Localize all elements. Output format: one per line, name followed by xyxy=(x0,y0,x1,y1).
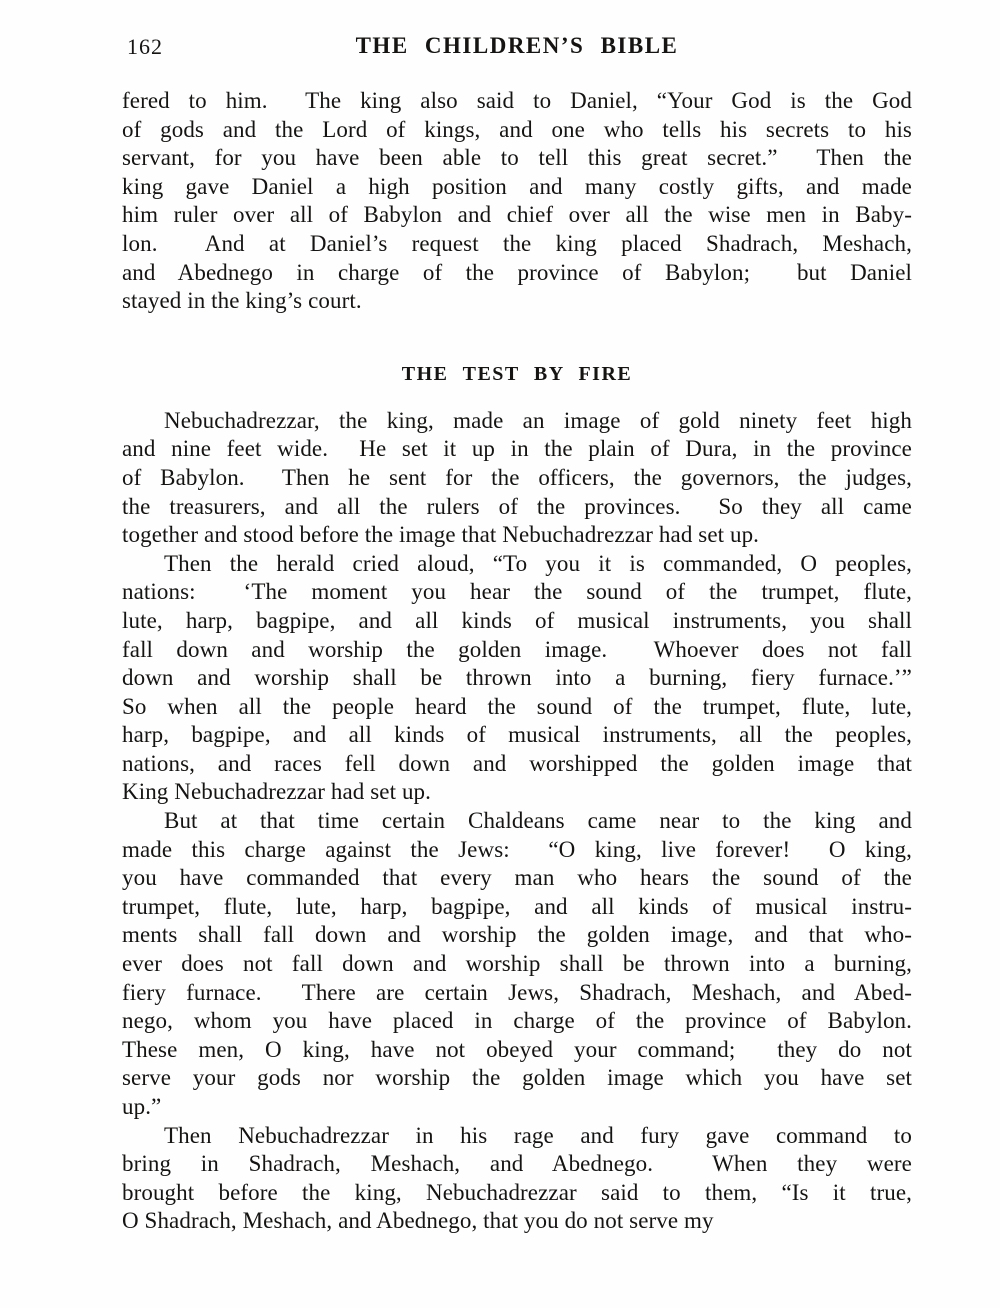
text-line: Nebuchadrezzar, the king, made an image of gold ninety feet high xyxy=(164,407,912,433)
page-body xyxy=(122,87,912,1236)
text-line: nations, and races fell down and worshipped the golden image that xyxy=(122,750,912,776)
text-line: harp, bagpipe, and all kinds of musical instruments, all the peoples, xyxy=(122,722,912,748)
section-heading: THE TEST BY FIRE xyxy=(401,362,633,385)
running-head: THE CHILDREN’S BIBLE xyxy=(355,33,679,58)
text-line: stayed in the king’s court. xyxy=(122,288,362,314)
text-line: made this charge against the Jews: “O king, live forever! O king, xyxy=(122,836,912,862)
page-header xyxy=(122,33,912,61)
text-line: down and worship shall be thrown into a burning, fiery furnace.’” xyxy=(122,665,912,691)
text-line: lon. And at Daniel’s request the king placed Shadrach, Meshach, xyxy=(122,230,912,256)
paragraph xyxy=(122,87,912,316)
text-line: and Abednego in charge of the province of Babylon; but Daniel xyxy=(122,259,912,285)
text-line: of gods and the Lord of kings, and one who tells his secrets to his xyxy=(122,116,912,142)
text-column xyxy=(122,0,912,1236)
text-line: But at that time certain Chaldeans came near to the king and xyxy=(164,808,912,834)
text-line: nego, whom you have placed in charge of the province of Babylon. xyxy=(122,1008,912,1034)
text-line: king gave Daniel a high position and many costly gifts, and made xyxy=(122,173,912,199)
text-line: him ruler over all of Babylon and chief over all the wise men in Baby- xyxy=(122,202,912,228)
text-line: fall down and worship the golden image. Whoever does not fall xyxy=(122,636,912,662)
text-line: fiery furnace. There are certain Jews, Shadrach, Meshach, and Abed- xyxy=(122,979,912,1005)
text-line: lute, harp, bagpipe, and all kinds of musical instruments, you shall xyxy=(122,607,912,633)
text-line: serve your gods nor worship the golden image which you have set xyxy=(122,1065,912,1091)
text-line: together and stood before the image that Nebuchadrezzar had set up. xyxy=(122,522,760,548)
text-line: the treasurers, and all the rulers of the provinces. So they all came xyxy=(122,493,912,519)
text-line: you have commanded that every man who hears the sound of the xyxy=(122,865,912,891)
text-line: trumpet, flute, lute, harp, bagpipe, and all kinds of musical instru- xyxy=(122,893,912,919)
text-line: So when all the people heard the sound of the trumpet, flute, lute, xyxy=(122,693,912,719)
text-line: Then the herald cried aloud, “To you it is commanded, O peoples, xyxy=(164,550,912,576)
text-line: servant, for you have been able to tell this great secret.” Then the xyxy=(122,145,912,171)
text-line: O Shadrach, Meshach, and Abednego, that you do not serve my xyxy=(122,1208,714,1234)
text-line: of Babylon. Then he sent for the officers, the governors, the judges, xyxy=(122,464,912,490)
text-line: bring in Shadrach, Meshach, and Abednego. When they were xyxy=(122,1151,912,1177)
text-line: up.” xyxy=(122,1094,162,1119)
text-line: Then Nebuchadrezzar in his rage and fury gave command to xyxy=(164,1122,912,1148)
paragraph xyxy=(122,1122,912,1236)
paragraph xyxy=(122,550,912,807)
text-line: fered to him. The king also said to Daniel, “Your God is the God xyxy=(122,88,912,113)
paragraph xyxy=(122,807,912,1122)
text-line: ments shall fall down and worship the golden image, and that who- xyxy=(122,922,912,948)
text-line: These men, O king, have not obeyed your command; they do not xyxy=(122,1036,912,1062)
text-line: ever does not fall down and worship shall be thrown into a burning, xyxy=(122,951,912,977)
text-line: brought before the king, Nebuchadrezzar said to them, “Is it true, xyxy=(122,1179,912,1205)
text-line: nations: ‘The moment you hear the sound of the trumpet, flute, xyxy=(122,579,912,605)
text-line: King Nebuchadrezzar had set up. xyxy=(122,779,431,805)
paragraph xyxy=(122,407,912,550)
page-number: 162 xyxy=(127,34,163,59)
text-line: and nine feet wide. He set it up in the plain of Dura, in the province xyxy=(122,436,912,462)
